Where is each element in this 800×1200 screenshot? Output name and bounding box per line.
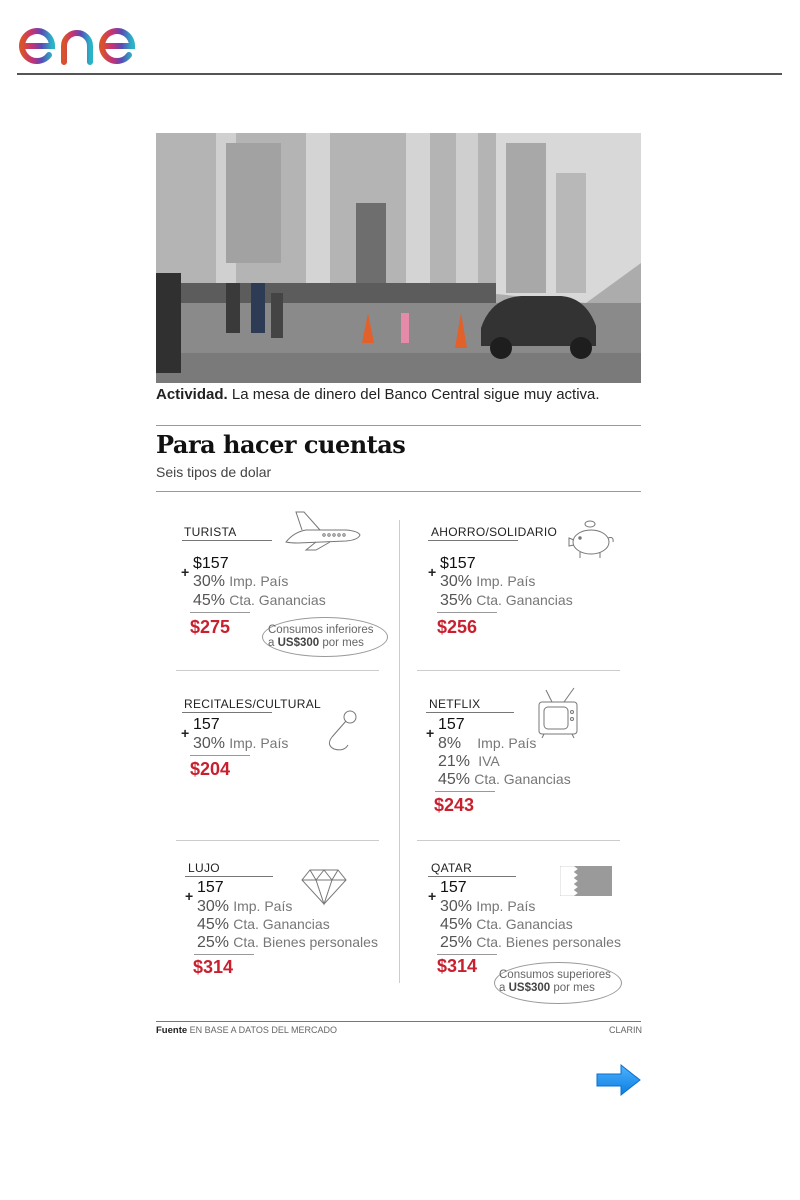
header-divider xyxy=(17,73,782,75)
tax-row: 21% IVA xyxy=(438,753,500,770)
note-text: Consumos superiores a US$300 por mes xyxy=(499,969,611,994)
total-price: $275 xyxy=(190,617,231,637)
panel-title: AHORRO/SOLIDARIO xyxy=(431,525,558,539)
source-label: Fuente xyxy=(156,1025,188,1036)
sum-line xyxy=(435,791,495,792)
article-photo xyxy=(156,133,641,383)
grid-divider xyxy=(417,670,620,671)
grid-divider xyxy=(417,840,620,841)
sum-line xyxy=(437,954,497,955)
panel-title: NETFLIX xyxy=(429,697,481,711)
total-price: $204 xyxy=(190,759,231,779)
footer-divider xyxy=(156,1021,641,1022)
total-price: $243 xyxy=(434,795,475,815)
source-text: EN BASE A DATOS DEL MERCADO xyxy=(189,1025,338,1035)
grid-vertical-divider xyxy=(399,520,400,983)
base-price: 157 xyxy=(438,716,465,733)
plus-sign: + xyxy=(181,564,190,580)
plus-sign: + xyxy=(428,564,437,580)
title-divider-top xyxy=(156,425,641,426)
title-underline xyxy=(428,876,516,877)
total-price: $314 xyxy=(193,957,234,977)
piggy-bank-icon xyxy=(566,518,616,560)
title-underline xyxy=(182,540,272,541)
total-price: $256 xyxy=(437,617,478,637)
note-text: Consumos inferiores a US$300 por mes xyxy=(268,624,374,649)
tax-row: 30% Imp. País xyxy=(193,573,289,590)
sum-line xyxy=(190,755,250,756)
base-price: 157 xyxy=(197,879,224,896)
article-title: Para hacer cuentas xyxy=(156,430,406,459)
sum-line xyxy=(437,612,497,613)
enel-logo xyxy=(18,8,178,68)
sum-line xyxy=(194,954,254,955)
title-underline xyxy=(428,540,518,541)
tax-row: 35% Cta. Ganancias xyxy=(440,592,573,609)
grid-divider xyxy=(176,840,379,841)
panel-title: QATAR xyxy=(431,861,473,875)
tax-row: 30% Imp. País xyxy=(193,735,289,752)
caption-text: La mesa de dinero del Banco Central sigue muy activa. xyxy=(231,386,600,403)
plus-sign: + xyxy=(181,725,190,741)
panel-title: RECITALES/CULTURAL xyxy=(184,697,321,711)
base-price: 157 xyxy=(193,716,220,733)
title-underline xyxy=(185,876,273,877)
grid-divider xyxy=(176,670,379,671)
tax-row: 25% Cta. Bienes personales xyxy=(440,934,621,951)
tax-row: 30% Imp. País xyxy=(440,898,536,915)
title-underline xyxy=(426,712,514,713)
tax-row: 30% Imp. País xyxy=(197,898,293,915)
tax-row: 45% Cta. Ganancias xyxy=(193,592,326,609)
diamond-icon xyxy=(300,868,348,906)
tax-row: 45% Cta. Ganancias xyxy=(197,916,330,933)
qatar-flag-icon xyxy=(560,866,612,896)
tax-row: 30% Imp. País xyxy=(440,573,536,590)
microphone-icon xyxy=(322,708,362,752)
tv-icon xyxy=(536,686,582,740)
plus-sign: + xyxy=(185,888,194,904)
panel-title: LUJO xyxy=(188,861,220,875)
title-underline xyxy=(182,712,272,713)
plus-sign: + xyxy=(428,888,437,904)
base-price: $157 xyxy=(440,555,476,572)
photo-caption xyxy=(156,386,641,403)
tax-row: 25% Cta. Bienes personales xyxy=(197,934,378,951)
source-line xyxy=(156,1025,337,1036)
tax-row: 8% Imp. País xyxy=(438,735,537,752)
panel-title: TURISTA xyxy=(184,525,237,539)
caption-lead: Actividad. xyxy=(156,386,228,403)
article-subtitle: Seis tipos de dolar xyxy=(156,464,272,480)
plus-sign: + xyxy=(426,725,435,741)
title-divider-bottom xyxy=(156,491,641,492)
airplane-icon xyxy=(282,508,364,552)
base-price: $157 xyxy=(193,555,229,572)
tax-row: 45% Cta. Ganancias xyxy=(438,771,571,788)
sum-line xyxy=(190,612,250,613)
tax-row: 45% Cta. Ganancias xyxy=(440,916,573,933)
base-price: 157 xyxy=(440,879,467,896)
arrow-right-icon[interactable] xyxy=(594,1063,642,1097)
total-price: $314 xyxy=(437,956,478,976)
credit: CLARIN xyxy=(609,1025,643,1035)
